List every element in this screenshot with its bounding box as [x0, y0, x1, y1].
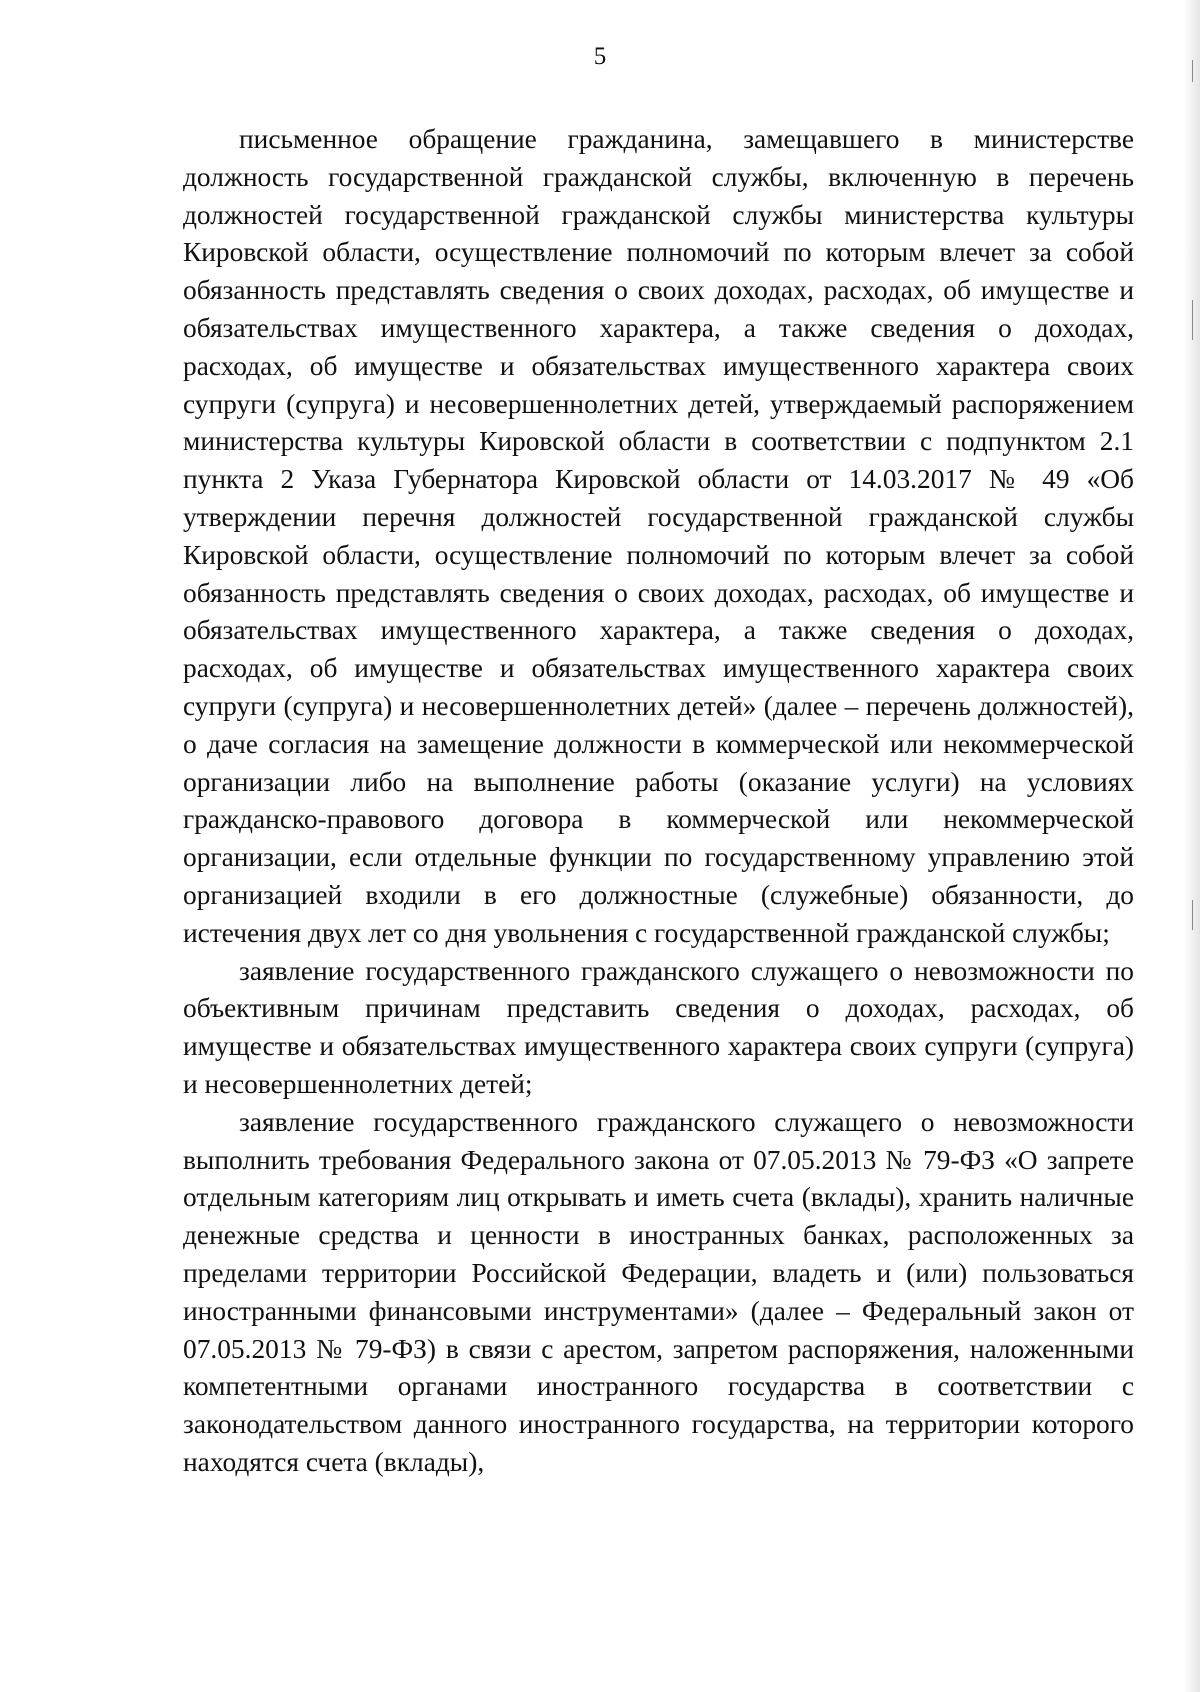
paragraph-written-appeal: письменное обращение гражданина, замещавшего в министерстве должность государственной гражданской службы, включенную в перечень должностей государственной гражданской службы министерства культуры Кировской области, осуществление полномочий по которым влечет за собой обязанность представлять сведения о своих доходах, расходах, об имуществе и обязательствах имущественного характера, а также сведения о доходах, расходах, об имуществе и обязательствах имущественного характера своих супруги (супруга) и несовершеннолетних детей, утверждаемый распоряжением министерства культуры Кировской области в соответствии с подпунктом 2.1 пункта 2 Указа Губернатора Кировской области от 14.03.2017 № 49 «Об утверждении перечня должностей государственной гражданской службы Кировской области, осуществление полномочий по которым влечет за собой обязанность представлять сведения о своих доходах, расходах, об имуществе и обязательствах имущественного характера, а также сведения о доходах, расходах, об имуществе и обязательствах имущественного характера своих супруги (супруга) и несовершеннолетних детей» (далее – перечень должностей), о даче согласия на замещение должности в коммерческой или некоммерческой организации либо на выполнение работы (оказание услуги) на условиях гражданско-правового договора в коммерческой или некоммерческой организации, если отдельные функции по государственному управлению этой организацией входили в его должностные (служебные) обязанности, до истечения двух лет со дня увольнения с государственной гражданской службы; — [183, 124, 1134, 948]
document-body — [183, 121, 1134, 1482]
scan-edge-shadow — [1184, 0, 1200, 1692]
scan-edge-mark — [1192, 900, 1193, 930]
paragraph-statement-income-info: заявление государственного гражданского служащего о невозможности по объективным причинам представить сведения о доходах, расходах, об имуществе и обязательствах имущественного характера своих супруги (супруга) и несовершеннолетних детей; — [183, 955, 1134, 1099]
scan-edge-mark — [1192, 300, 1193, 340]
page-number: 5 — [593, 43, 607, 70]
scan-edge-mark — [1192, 60, 1193, 82]
paragraph-statement-law-79fz: заявление государственного гражданского служащего о невозможности выполнить требования Федерального закона от 07.05.2013 № 79-ФЗ «О запрете отдельным категориям лиц открывать и иметь счета (вклады), хранить наличные денежные средства и ценности в иностранных банках, расположенных за пределами территории Российской Федерации, владеть и (или) пользоваться иностранными финансовыми инструментами» (далее – Федеральный закон от 07.05.2013 № 79-ФЗ) в связи с арестом, запретом распоряжения, наложенными компетентными органами иностранного государства в соответствии с законодательством данного иностранного государства, на территории которого находятся счета (вклады), — [183, 1106, 1134, 1477]
